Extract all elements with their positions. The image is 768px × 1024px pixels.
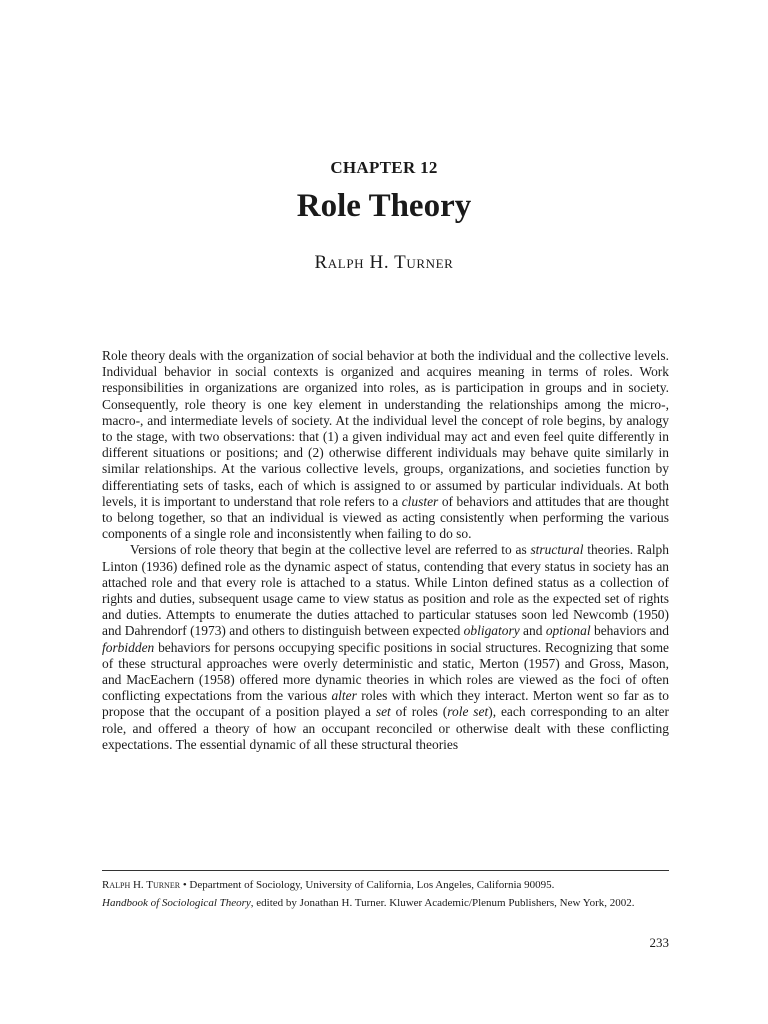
text-run: roles with which they interact. Merton went so far as to propose that the occupant of a position played a (102, 688, 669, 720)
italic-text-run: alter (331, 688, 357, 704)
italic-text-run: forbidden (102, 639, 155, 655)
chapter-title: Role Theory (296, 188, 472, 224)
paragraph-2 (102, 542, 669, 753)
footnote-rule (102, 870, 669, 871)
footnote-book-title: Handbook of Sociological Theory (102, 897, 251, 909)
italic-text-run: set (375, 704, 391, 720)
italic-text-run: cluster (401, 493, 439, 509)
text-run: behaviors and (590, 623, 669, 639)
italic-text-run: obligatory (463, 623, 520, 639)
italic-text-run: role set (447, 704, 489, 720)
footnotes (102, 878, 669, 914)
chapter-author: Ralph H. Turner (314, 252, 454, 273)
footnote-affiliation-text: • Department of Sociology, University of California, Los Angeles, California 90095. (180, 879, 555, 891)
text-run: behaviors for persons occupying specific positions in social structures. Recognizing that some of these structural approaches were overly deterministic and static, Merton (1957) and Gross, Mason, and MacEachern (1958) offered more dynamic theories in which roles are viewed as the foci of often conflicting expectations from the various (102, 639, 669, 704)
footnote-citation (102, 896, 669, 910)
text-run: of behaviors and attitudes that are thought to belong together, so that an individual is viewed as acting consistently when performing the various components of a single role and inconsistently when failing to do so. (102, 493, 669, 542)
text-run: and (519, 623, 546, 639)
text-run: of roles ( (390, 704, 448, 720)
body-text (102, 348, 669, 753)
text-run: ), each corresponding to an alter role, and offered a theory of how an occupant reconciled or otherwise dealt with these conflicting expectations. The essential dynamic of all these structural theories (102, 704, 670, 752)
chapter-label: CHAPTER 12 (330, 158, 438, 177)
footnote-affiliation (102, 878, 669, 892)
italic-text-run: structural (530, 542, 584, 558)
page-number: 233 (649, 935, 669, 950)
footnote-author-name: Ralph H. Turner (102, 879, 181, 891)
italic-text-run: optional (545, 623, 591, 639)
paragraph-1 (102, 348, 669, 542)
text-run: Role theory deals with the organization of social behavior at both the individual and the collective levels. Individual behavior in social contexts is organized and acquires meaning in terms of roles. Work responsibilities in organizations are organized into roles, as is participation in groups and in society. Consequently, role theory is one key element in understanding the relationships among the micro-, macro-, and intermediate levels of society. At the individual level the concept of role begins, by analogy to the stage, with two observations: that (1) a given individual may act and even feel quite differently in different situations or positions; and (2) otherwise different individuals may behave quite similarly in similar relationships. At the various collective levels, groups, organizations, and societies function by differentiating sets of tasks, each of which is assigned to or assumed by particular individuals. At both levels, it is important to understand that role refers to a (102, 348, 669, 509)
text-run: Versions of role theory that begin at the collective level are referred to as (130, 542, 531, 558)
text-run: theories. Ralph Linton (1936) defined role as the dynamic aspect of status, contending that every status in society has an attached role and that every role is attached to a status. While Linton defined status as a collection of rights and duties, subsequent usage came to view status as position and role as the expected set of rights and duties. Attempts to enumerate the duties attached to particular statuses soon led Newcomb (1950) and Dahrendorf (1973) and others to distinguish between expected (102, 542, 669, 639)
footnote-book-details: , edited by Jonathan H. Turner. Kluwer Academic/Plenum Publishers, New York, 2002. (250, 897, 635, 909)
